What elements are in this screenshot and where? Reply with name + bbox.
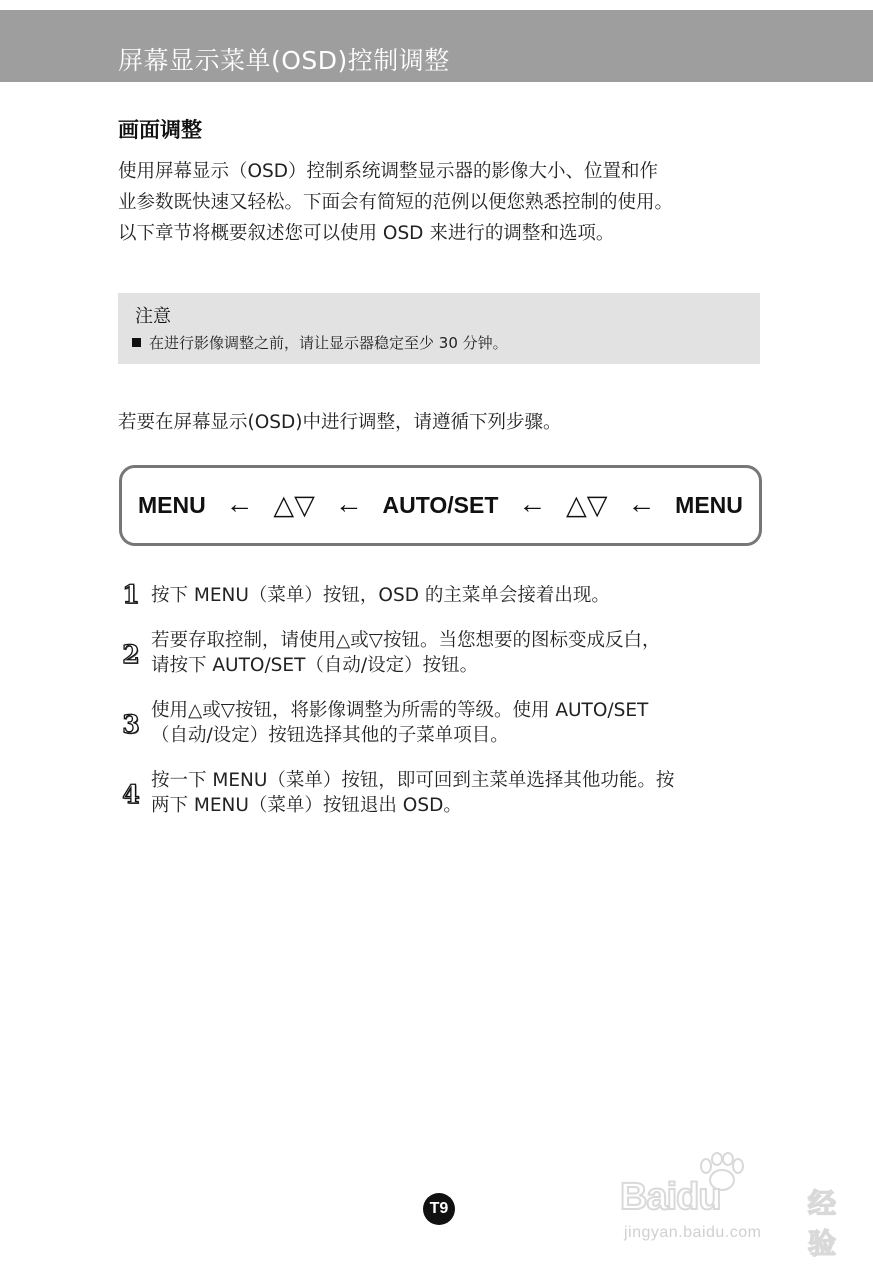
intro-line: 使用屏幕显示（OSD）控制系统调整显示器的影像大小、位置和作 [118, 161, 659, 182]
note-box [118, 293, 760, 364]
flow-menu-label: MENU [138, 492, 206, 518]
intro-line: 业参数既快速又轻松。下面会有简短的范例以便您熟悉控制的使用。 [118, 192, 674, 213]
step-text [151, 698, 648, 748]
flow-up-down-pair [566, 490, 608, 521]
instruction-text: 若要在屏幕显示(OSD)中进行调整，请遵循下列步骤。 [118, 412, 562, 433]
step-number: 1 [122, 580, 140, 609]
up-triangle-icon: △ [566, 490, 587, 520]
step-text [151, 583, 610, 608]
left-arrow-icon: ← [334, 488, 363, 519]
page-number: T9 [423, 1193, 455, 1225]
step-line: 请按下 AUTO/SET（自动/设定）按钮。 [151, 655, 479, 676]
watermark-subtitle: 经验 [808, 1187, 837, 1260]
step-text [151, 628, 660, 678]
note-title: 注意 [135, 306, 171, 327]
down-triangle-icon: ▽ [294, 490, 315, 520]
step-line: 使用△或▽按钮，将影像调整为所需的等级。使用 AUTO/SET [151, 700, 649, 721]
down-triangle-icon: ▽ [586, 490, 608, 520]
left-arrow-icon: ← [627, 488, 656, 519]
watermark-brand: Baidu [620, 1176, 721, 1218]
note-text: 在进行影像调整之前，请让显示器稳定至少 30 分钟。 [149, 334, 508, 352]
up-triangle-icon: △ [273, 490, 295, 520]
flow-autoset-label: AUTO/SET [382, 492, 499, 518]
step-text [151, 768, 674, 818]
flow-up-down-pair [273, 490, 315, 521]
flow-menu-label: MENU [675, 492, 743, 518]
intro-line: 以下章节将概要叙述您可以使用 OSD 来进行的调整和选项。 [118, 223, 615, 244]
step-number: 3 [122, 710, 140, 739]
step-line: 按下 MENU（菜单）按钮，OSD 的主菜单会接着出现。 [151, 585, 610, 606]
left-arrow-icon: ← [518, 488, 547, 519]
page-title: 屏幕显示菜单(OSD)控制调整 [118, 46, 450, 75]
baidu-watermark [612, 1148, 837, 1260]
step-line: 按一下 MENU（菜单）按钮，即可回到主菜单选择其他功能。按 [151, 770, 675, 791]
step-number: 2 [122, 640, 140, 669]
bullet-square-icon [132, 338, 141, 347]
section-title: 画面调整 [118, 118, 202, 142]
step-line: （自动/设定）按钮选择其他的子菜单项目。 [151, 725, 509, 746]
left-arrow-icon: ← [225, 488, 254, 519]
step-number: 4 [122, 780, 140, 809]
note-item [132, 332, 508, 353]
watermark-url: jingyan.baidu.com [624, 1224, 762, 1241]
step-line: 若要存取控制，请使用△或▽按钮。当您想要的图标变成反白， [151, 630, 661, 651]
button-flow-diagram [119, 465, 762, 546]
flow-row [122, 468, 759, 543]
intro-paragraph [118, 156, 763, 249]
step-line: 两下 MENU（菜单）按钮退出 OSD。 [151, 795, 462, 816]
